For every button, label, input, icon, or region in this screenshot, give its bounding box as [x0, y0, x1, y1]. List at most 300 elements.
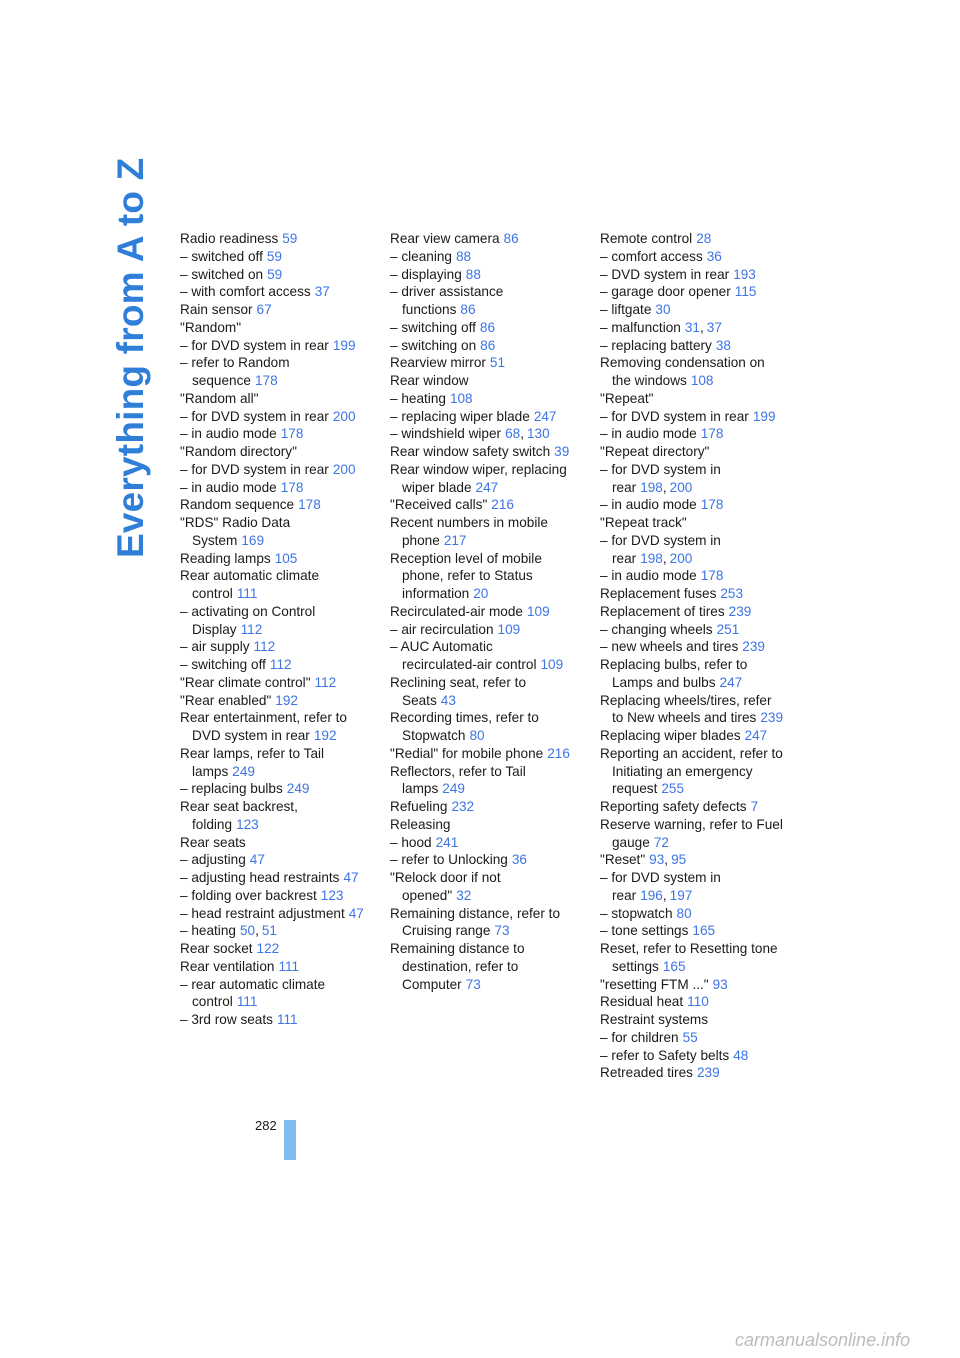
- index-entry-label: information: [402, 586, 470, 601]
- page-ref-link[interactable]: 249: [286, 781, 310, 797]
- page-ref-link[interactable]: 196: [640, 887, 663, 903]
- page-ref-link[interactable]: 32: [456, 887, 472, 903]
- index-entry-label: control: [192, 994, 233, 1010]
- index-entry: [600, 496, 800, 514]
- index-entry-label: – hood: [390, 834, 432, 850]
- index-entry: [390, 674, 590, 692]
- page-ref-link[interactable]: 67: [256, 302, 272, 317]
- index-entry: [600, 1029, 800, 1047]
- page-ref-link[interactable]: 178: [700, 426, 724, 442]
- index-entry-label: – in audio mode: [600, 568, 697, 584]
- index-entry: [180, 425, 380, 443]
- page-ref-link[interactable]: 86: [479, 319, 496, 335]
- index-entry: [390, 834, 590, 852]
- page-ref-link[interactable]: 178: [700, 568, 724, 584]
- page-ref-link[interactable]: 178: [254, 373, 278, 388]
- index-entry-label: – tone settings: [600, 923, 689, 939]
- index-entry-label: Remaining distance to: [390, 941, 525, 956]
- index-entry-label: Recent numbers in mobile: [390, 515, 548, 530]
- index-entry-label: Seats: [402, 692, 437, 708]
- index-entry-label: folding: [192, 816, 233, 832]
- index-entry: [180, 976, 380, 994]
- page-ref-link[interactable]: 50: [239, 923, 256, 939]
- index-entry: [180, 266, 380, 284]
- index-entry: [600, 780, 800, 798]
- index-entry: [180, 763, 380, 781]
- index-entry-label: Initiating an emergency: [612, 763, 753, 779]
- page-ref-link[interactable]: 28: [696, 231, 712, 246]
- index-entry: [180, 922, 380, 940]
- page-ref-link[interactable]: 111: [236, 586, 258, 601]
- page-ref-link[interactable]: 109: [526, 603, 550, 619]
- page-ref-link[interactable]: 178: [280, 479, 304, 495]
- page-ref-separator: ,: [255, 923, 259, 939]
- index-entry-label: Rear ventilation: [180, 958, 275, 974]
- index-entry-label: lamps: [192, 763, 229, 779]
- index-entry-label: Replacing wiper blades: [600, 728, 741, 743]
- page-ref-link[interactable]: 193: [733, 266, 756, 282]
- index-entry: [180, 780, 380, 798]
- index-entry: [180, 656, 380, 674]
- index-entry-label: Rear socket: [180, 941, 253, 956]
- page-ref-link[interactable]: 88: [455, 248, 472, 264]
- index-entry: [390, 496, 590, 514]
- index-entry-label: – liftgate: [600, 302, 652, 317]
- index-entry-label: Rear seat backrest,: [180, 799, 298, 814]
- page-ref-link[interactable]: 37: [314, 284, 330, 300]
- index-entry: [180, 834, 380, 852]
- page-ref-link[interactable]: 239: [728, 603, 752, 619]
- index-entry-label: – head restraint adjustment: [180, 905, 345, 921]
- index-entry: [390, 745, 590, 763]
- page-ref-link[interactable]: 86: [503, 231, 519, 246]
- page-ref-link[interactable]: 7: [750, 799, 759, 814]
- index-entry: [390, 958, 590, 976]
- index-entry: [180, 745, 380, 763]
- index-entry-label: request: [612, 781, 658, 797]
- index-entry: [390, 514, 590, 532]
- index-entry: [180, 940, 380, 958]
- index-entry-label: – for DVD system in: [600, 870, 721, 885]
- index-entry: [180, 301, 380, 319]
- index-entry-label: – switching off: [180, 657, 266, 672]
- page-ref-link[interactable]: 251: [716, 621, 740, 637]
- page-ref-link[interactable]: 109: [497, 621, 521, 637]
- index-entry: [600, 390, 800, 408]
- index-entry-label: lamps: [402, 781, 439, 797]
- index-entry-label: – displaying: [390, 266, 462, 282]
- index-entry: [180, 514, 380, 532]
- page-ref-link[interactable]: 88: [465, 266, 481, 282]
- index-entry: [600, 425, 800, 443]
- index-entry: [180, 709, 380, 727]
- index-entry-label: – air recirculation: [390, 621, 494, 637]
- index-entry: [600, 727, 800, 745]
- index-entry-label: Reflectors, refer to Tail: [390, 763, 526, 779]
- index-entry-label: Refueling: [390, 799, 448, 814]
- page-ref-link[interactable]: 80: [469, 728, 485, 743]
- index-entry: [180, 390, 380, 408]
- index-entry: [600, 354, 800, 372]
- page-ref-link[interactable]: 178: [700, 497, 724, 513]
- index-entry: [390, 230, 590, 248]
- page-ref-link[interactable]: 59: [282, 231, 298, 246]
- index-entry-label: Computer: [402, 976, 462, 992]
- page-ref-link[interactable]: 217: [443, 532, 467, 548]
- page-ref-link[interactable]: 59: [267, 266, 283, 282]
- page-ref-link[interactable]: 255: [661, 781, 685, 797]
- index-entry-label: "Repeat directory": [600, 444, 710, 459]
- index-entry: [600, 283, 800, 301]
- index-entry-label: Remaining distance, refer to: [390, 905, 561, 921]
- page-ref-link[interactable]: 37: [706, 319, 722, 335]
- index-entry: [180, 461, 380, 479]
- index-entry: [390, 532, 590, 550]
- index-entry: [180, 337, 380, 355]
- index-entry: [600, 905, 800, 923]
- index-entry-label: – for DVD system in: [600, 532, 721, 548]
- index-entry-label: – heating: [180, 923, 236, 939]
- page-ref-link[interactable]: 249: [442, 781, 465, 797]
- page-ref-link[interactable]: 247: [475, 479, 499, 495]
- page-ref-link[interactable]: 43: [440, 692, 456, 708]
- index-entry-label: "resetting FTM ...": [600, 976, 709, 992]
- index-entry-label: Reporting safety defects: [600, 799, 747, 814]
- index-entry-label: rear: [612, 479, 637, 495]
- page-ref-link[interactable]: 47: [249, 852, 265, 868]
- index-entry: [390, 585, 590, 603]
- index-entry: [390, 922, 590, 940]
- index-entry: [600, 532, 800, 550]
- index-entry: [180, 283, 380, 301]
- page-ref-link[interactable]: 123: [320, 887, 344, 903]
- index-entry-label: "Rear climate control": [180, 674, 311, 690]
- page-ref-link[interactable]: 59: [266, 248, 282, 264]
- index-entry-label: rear: [612, 550, 637, 566]
- page-ref-link[interactable]: 36: [706, 248, 722, 264]
- index-entry: [180, 248, 380, 266]
- page-ref-link[interactable]: 72: [653, 834, 669, 850]
- index-entry-label: – stopwatch: [600, 905, 673, 921]
- index-entry-label: settings: [612, 958, 659, 974]
- page-ref-link[interactable]: 216: [547, 745, 570, 761]
- index-entry: [600, 674, 800, 692]
- index-entry-label: – malfunction: [600, 319, 681, 335]
- page-ref-link[interactable]: 247: [744, 728, 768, 743]
- index-entry-label: Releasing: [390, 816, 451, 832]
- index-entry: [390, 425, 590, 443]
- index-entry: [600, 319, 800, 337]
- index-entry-label: – for DVD system in rear: [180, 461, 329, 477]
- index-entry: [180, 372, 380, 390]
- index-entry-label: Rear seats: [180, 834, 246, 850]
- index-entry-label: – switched off: [180, 248, 263, 264]
- index-entry-label: – adjusting head restraints: [180, 870, 340, 885]
- index-entry-label: Remote control: [600, 231, 693, 246]
- page-ref-link[interactable]: 165: [692, 923, 716, 939]
- index-entry-label: – refer to Safety belts: [600, 1047, 730, 1063]
- index-entry-label: Replacing bulbs, refer to: [600, 657, 748, 672]
- index-entry-label: "Received calls": [390, 497, 488, 513]
- page-ref-link[interactable]: 112: [253, 639, 276, 655]
- index-entry: [180, 354, 380, 372]
- index-entry: [390, 621, 590, 639]
- index-entry-label: Reserve warning, refer to Fuel: [600, 816, 783, 832]
- index-entry: [180, 230, 380, 248]
- page-ref-separator: ,: [662, 479, 667, 495]
- index-entry-label: – garage door opener: [600, 284, 731, 300]
- index-entry-label: – switching on: [390, 337, 477, 353]
- page-ref-link[interactable]: 216: [491, 497, 514, 513]
- page-ref-link[interactable]: 31: [684, 319, 700, 335]
- page-ref-link[interactable]: 232: [451, 799, 475, 814]
- index-entry-label: gauge: [612, 834, 650, 850]
- index-entry-label: – in audio mode: [600, 426, 697, 442]
- index-entry-label: "Rear enabled": [180, 692, 272, 708]
- index-entry: [600, 763, 800, 781]
- page-ref-link[interactable]: 111: [278, 958, 300, 974]
- index-entry-label: – cleaning: [390, 248, 452, 264]
- index-entry: [390, 763, 590, 781]
- index-column-3: [600, 230, 800, 1082]
- page-ref-link[interactable]: 112: [240, 621, 263, 637]
- index-entry-label: – 3rd row seats: [180, 1012, 273, 1027]
- index-entry: [180, 993, 380, 1011]
- page-ref-separator: ,: [520, 426, 524, 442]
- index-entry-label: – DVD system in rear: [600, 266, 730, 282]
- index-entry: [600, 408, 800, 426]
- page-ref-link[interactable]: 105: [274, 550, 298, 566]
- index-entry: [180, 851, 380, 869]
- page-ref-link[interactable]: 198: [640, 479, 663, 495]
- page-ref-link[interactable]: 51: [489, 355, 506, 371]
- index-entry: [180, 443, 380, 461]
- page-ref-link[interactable]: 108: [690, 373, 714, 388]
- index-entry: [390, 319, 590, 337]
- index-entry: [600, 656, 800, 674]
- index-entry-label: sequence: [192, 373, 251, 388]
- index-entry-label: Rear window safety switch: [390, 444, 551, 459]
- index-entry: [390, 408, 590, 426]
- index-entry: [390, 266, 590, 284]
- page-ref-link[interactable]: 200: [669, 550, 693, 566]
- index-entry-label: – new wheels and tires: [600, 639, 739, 655]
- index-entry: [180, 905, 380, 923]
- index-entry-label: – for DVD system in rear: [180, 408, 329, 424]
- index-entry-label: Rear window: [390, 373, 469, 388]
- index-entry: [600, 976, 800, 994]
- index-entry-label: recirculated-air control: [402, 657, 537, 672]
- index-entry-label: "Random all": [180, 390, 259, 406]
- index-entry: [600, 798, 800, 816]
- page-ref-link[interactable]: 20: [473, 586, 489, 601]
- index-entry-label: Lamps and bulbs: [612, 674, 716, 690]
- index-entry: [600, 230, 800, 248]
- page-ref-link[interactable]: 123: [236, 816, 259, 832]
- page-ref-link[interactable]: 239: [760, 710, 784, 726]
- page-ref-link[interactable]: 86: [480, 337, 496, 353]
- index-entry: [600, 993, 800, 1011]
- index-entry: [600, 1011, 800, 1029]
- index-entry: [180, 532, 380, 550]
- page-ref-link[interactable]: 130: [526, 426, 550, 442]
- page-ref-link[interactable]: 111: [236, 994, 258, 1010]
- page-ref-link[interactable]: 200: [332, 461, 356, 477]
- index-entry-label: Replacement of tires: [600, 603, 725, 619]
- index-entry: [390, 372, 590, 390]
- page-ref-link[interactable]: 51: [261, 923, 277, 939]
- index-entry: [390, 461, 590, 479]
- index-entry: [600, 514, 800, 532]
- page-ref-link[interactable]: 197: [669, 887, 693, 903]
- index-entry: [180, 567, 380, 585]
- page-ref-link[interactable]: 249: [232, 763, 255, 779]
- index-entry: [600, 816, 800, 834]
- index-entry-label: Restraint systems: [600, 1012, 709, 1027]
- index-entry: [390, 798, 590, 816]
- page-ref-link[interactable]: 239: [742, 639, 765, 655]
- page-ref-link[interactable]: 169: [241, 532, 265, 548]
- index-entry-label: – heating: [390, 390, 446, 406]
- page-ref-link[interactable]: 30: [655, 302, 671, 317]
- index-entry: [600, 1047, 800, 1065]
- page-ref-link[interactable]: 36: [511, 852, 527, 868]
- page-ref-link[interactable]: 178: [280, 426, 304, 442]
- index-entry: [600, 479, 800, 497]
- index-entry-label: – in audio mode: [180, 426, 277, 442]
- index-entry: [180, 585, 380, 603]
- index-entry-label: phone, refer to Status: [402, 568, 533, 584]
- page-ref-link[interactable]: 39: [554, 444, 570, 459]
- page-ref-link[interactable]: 48: [733, 1047, 749, 1063]
- page-ref-separator: ,: [699, 319, 704, 335]
- index-entry-label: – comfort access: [600, 248, 703, 264]
- page-ref-link[interactable]: 38: [715, 337, 731, 353]
- index-entry: [600, 550, 800, 568]
- index-entry-label: Radio readiness: [180, 231, 279, 246]
- index-entry: [180, 550, 380, 568]
- page-ref-link[interactable]: 239: [696, 1065, 720, 1081]
- index-entry: [600, 567, 800, 585]
- index-entry-label: Stopwatch: [402, 728, 466, 743]
- index-entry: [390, 905, 590, 923]
- index-entry: [180, 319, 380, 337]
- page-ref-link[interactable]: 73: [494, 923, 510, 939]
- index-entry-label: "Relock door if not: [390, 870, 501, 885]
- index-entry-label: Rear view camera: [390, 231, 500, 246]
- page-ref-link[interactable]: 93: [712, 976, 728, 992]
- page-ref-link[interactable]: 253: [720, 586, 744, 601]
- index-entry-label: – replacing battery: [600, 337, 712, 353]
- index-entry: [390, 479, 590, 497]
- index-entry: [390, 780, 590, 798]
- page-ref-separator: ,: [662, 887, 667, 903]
- index-entry-label: Rear entertainment, refer to: [180, 710, 347, 726]
- index-entry-label: rear: [612, 887, 637, 903]
- index-entry-label: wiper blade: [402, 479, 472, 495]
- index-entry-label: Reading lamps: [180, 550, 271, 566]
- index-entry: [390, 727, 590, 745]
- index-entry-label: Random sequence: [180, 497, 295, 513]
- page-ref-link[interactable]: 110: [687, 994, 709, 1010]
- index-entry-label: "RDS" Radio Data: [180, 515, 291, 530]
- index-entry-label: – switched on: [180, 266, 264, 282]
- index-entry: [180, 479, 380, 497]
- page-ref-link[interactable]: 122: [256, 941, 280, 956]
- page-ref-link[interactable]: 112: [269, 657, 292, 672]
- page-ref-link[interactable]: 47: [348, 905, 364, 921]
- page-ref-link[interactable]: 192: [313, 728, 337, 743]
- page-ref-separator: ,: [664, 852, 669, 868]
- index-entry: [390, 550, 590, 568]
- page-ref-link[interactable]: 178: [298, 497, 321, 513]
- page-ref-link[interactable]: 165: [662, 958, 686, 974]
- page-ref-link[interactable]: 200: [332, 408, 356, 424]
- page-ref-link[interactable]: 241: [435, 834, 459, 850]
- index-entry-label: "Random directory": [180, 444, 297, 459]
- page-ref-link[interactable]: 108: [449, 390, 473, 406]
- index-entry-label: – in audio mode: [600, 497, 697, 513]
- page-ref-link[interactable]: 200: [669, 479, 693, 495]
- index-entry-label: Reclining seat, refer to: [390, 674, 527, 690]
- index-entry: [390, 603, 590, 621]
- index-entry: [180, 816, 380, 834]
- index-entry: [600, 372, 800, 390]
- page-ref-link[interactable]: 95: [671, 852, 687, 868]
- index-entry: [600, 638, 800, 656]
- page-ref-link[interactable]: 115: [734, 284, 757, 300]
- page-ref-link[interactable]: 68: [505, 426, 521, 442]
- index-entry-label: Rain sensor: [180, 302, 253, 317]
- page-ref-link[interactable]: 112: [314, 674, 337, 690]
- index-entry-label: – refer to Unlocking: [390, 852, 508, 868]
- index-entry: [600, 585, 800, 603]
- page-ref-link[interactable]: 55: [682, 1029, 698, 1045]
- page-ref-link[interactable]: 93: [649, 852, 665, 868]
- page-ref-link[interactable]: 247: [719, 674, 743, 690]
- index-entry-label: DVD system in rear: [192, 728, 310, 743]
- index-entry-label: destination, refer to: [402, 958, 519, 974]
- page-ref-link[interactable]: 109: [540, 657, 564, 672]
- index-entry-label: Reset, refer to Resetting tone: [600, 941, 778, 956]
- index-entry-label: – for children: [600, 1029, 679, 1045]
- watermark: carmanualsonline.info: [735, 1330, 911, 1350]
- index-entry-label: – refer to Random: [180, 355, 290, 371]
- page-ref-link[interactable]: 80: [676, 905, 692, 921]
- page-ref-link[interactable]: 86: [460, 302, 476, 317]
- index-entry-label: – changing wheels: [600, 621, 713, 637]
- index-entry-label: System: [192, 532, 238, 548]
- index-entry: [390, 940, 590, 958]
- page-ref-link[interactable]: 199: [752, 408, 776, 424]
- index-entry: [600, 940, 800, 958]
- index-entry-label: – for DVD system in rear: [180, 337, 329, 353]
- index-entry-label: – in audio mode: [180, 479, 277, 495]
- index-entry-label: – switching off: [390, 319, 476, 335]
- page-ref-link[interactable]: 111: [276, 1012, 298, 1027]
- page-ref-link[interactable]: 73: [465, 976, 481, 992]
- index-entry-label: – replacing bulbs: [180, 781, 283, 797]
- index-entry-label: opened": [402, 887, 453, 903]
- page-ref-link[interactable]: 192: [275, 692, 298, 708]
- index-entry: [390, 390, 590, 408]
- page-ref-link[interactable]: 198: [640, 550, 663, 566]
- page-ref-link[interactable]: 247: [533, 408, 557, 424]
- index-entry: [180, 692, 380, 710]
- index-entry-label: to New wheels and tires: [612, 710, 757, 726]
- page-ref-link[interactable]: 47: [343, 870, 359, 885]
- page-ref-link[interactable]: 199: [332, 337, 356, 353]
